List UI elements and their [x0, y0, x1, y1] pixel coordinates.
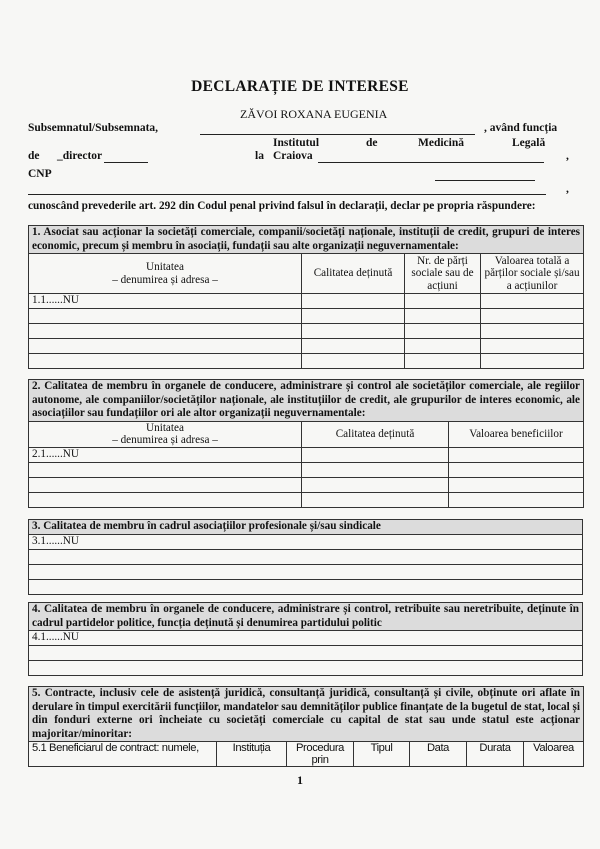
la-label: la — [255, 150, 264, 162]
col-unit-subtitle: – denumirea și adresa – — [112, 434, 218, 446]
name-underline — [200, 134, 475, 135]
section-5-col-value: Valoarea — [524, 742, 584, 767]
section-4-header: 4. Calitatea de membru în organele de conducere, administrare și control, retribuite sau neretribuite, deținute în cadrul partidelor politice, funcția deținută și denumirea partidului politic — [29, 603, 583, 631]
section-1-col-unit — [29, 254, 302, 294]
section-1-row-1: 1.1......NU — [29, 294, 302, 309]
section-5-col-beneficiary: 5.1 Beneficiarul de contract: numele, — [29, 742, 217, 767]
section-2-table — [28, 379, 584, 508]
section-4-table — [28, 602, 583, 676]
function-value: _director — [57, 150, 103, 162]
comma-2: , — [566, 183, 569, 195]
col-unit-subtitle: – denumirea și adresa – — [112, 273, 218, 286]
page-number: 1 — [297, 773, 303, 787]
comma-1: , — [566, 150, 569, 162]
table-row — [29, 579, 583, 594]
section-2-col-unit — [29, 421, 302, 447]
table-row — [29, 661, 583, 676]
institution-word-4: Legală — [512, 137, 546, 149]
statement-text: cunoscând prevederile art. 292 din Codul penal privind falsul în declarații, declar pe propria răspundere: — [28, 200, 536, 212]
table-row — [29, 477, 302, 492]
table-row — [29, 309, 302, 324]
section-3-row-1: 3.1......NU — [29, 534, 583, 549]
section-1-col-value: Valoarea totală a părților sociale și/sau a acțiunilor — [481, 254, 584, 294]
document-title: DECLARAȚIE DE INTERESE — [191, 78, 409, 95]
table-row — [29, 646, 583, 661]
long-underline — [28, 194, 546, 195]
section-5-col-type: Tipul — [354, 742, 410, 767]
cnp-underline — [435, 180, 535, 181]
cnp-label: CNP — [28, 168, 52, 180]
city-value: Craiova — [273, 150, 313, 162]
institution-underline — [318, 162, 544, 163]
section-5-col-procedure: Procedura prin — [287, 742, 354, 767]
de-label: de — [28, 150, 40, 162]
table-row — [29, 354, 302, 369]
section-2-row-1: 2.1......NU — [29, 447, 302, 462]
col-unit-title: Unitatea — [146, 261, 184, 273]
section-1-col-shares: Nr. de părți sociale sau de acțiuni — [405, 254, 481, 294]
function-underline — [104, 162, 148, 163]
section-1-header: 1. Asociat sau acționar la societăți comerciale, companii/societăți naționale, instituții de credit, grupuri de interes economic, precum și membru în asociații, fundații sau alte organizații neguvernamentale: — [29, 226, 584, 254]
section-5-col-duration: Durata — [467, 742, 524, 767]
section-3-table — [28, 519, 583, 595]
declarant-label: Subsemnatul/Subsemnata, — [28, 122, 159, 134]
institution-word-3: Medicină — [418, 137, 464, 149]
function-label: , având funcția — [484, 122, 558, 134]
section-1-table — [28, 225, 584, 369]
table-row — [29, 564, 583, 579]
section-5-col-institution: Instituția — [217, 742, 287, 767]
section-2-col-role: Calitatea deținută — [302, 421, 449, 447]
section-5-table — [28, 686, 584, 767]
section-1-col-role: Calitatea deținută — [302, 254, 405, 294]
section-2-header: 2. Calitatea de membru în organele de conducere, administrare și control ale societăților comerciale, ale regiilor autonome, ale companiilor/societăților naționale, ale instituțiilor de credit, ale grupurilor de interes economic, ale asociațiilor sau fundațiilor ori ale altor organizații neguvernamentale: — [29, 380, 584, 422]
section-4-row-1: 4.1......NU — [29, 631, 583, 646]
institution-word-2: de — [366, 137, 378, 149]
section-5-header: 5. Contracte, inclusiv cele de asistență juridică, consultanță juridică, consultanță și civile, obținute ori aflate în derulare în timpul exercitării funcțiilor, mandatelor sau demnităților publice finanțate de la bugetul de stat, local și din fonduri externe ori încheiate cu societăți comerciale cu capital de stat sau unde statul este acționar majoritar/minoritar: — [29, 687, 584, 742]
section-3-header: 3. Calitatea de membru în cadrul asociațiilor profesionale și/sau sindicale — [29, 520, 583, 535]
section-5-col-date: Data — [410, 742, 467, 767]
table-row — [29, 339, 302, 354]
table-row — [29, 549, 583, 564]
institution-word-1: Institutul — [273, 137, 320, 149]
table-row — [29, 492, 302, 507]
section-2-col-benefits: Valoarea beneficiilor — [449, 421, 584, 447]
declarant-name: ZĂVOI ROXANA EUGENIA — [240, 107, 388, 121]
col-unit-title: Unitatea — [146, 421, 184, 434]
table-row — [29, 462, 302, 477]
table-row — [29, 324, 302, 339]
